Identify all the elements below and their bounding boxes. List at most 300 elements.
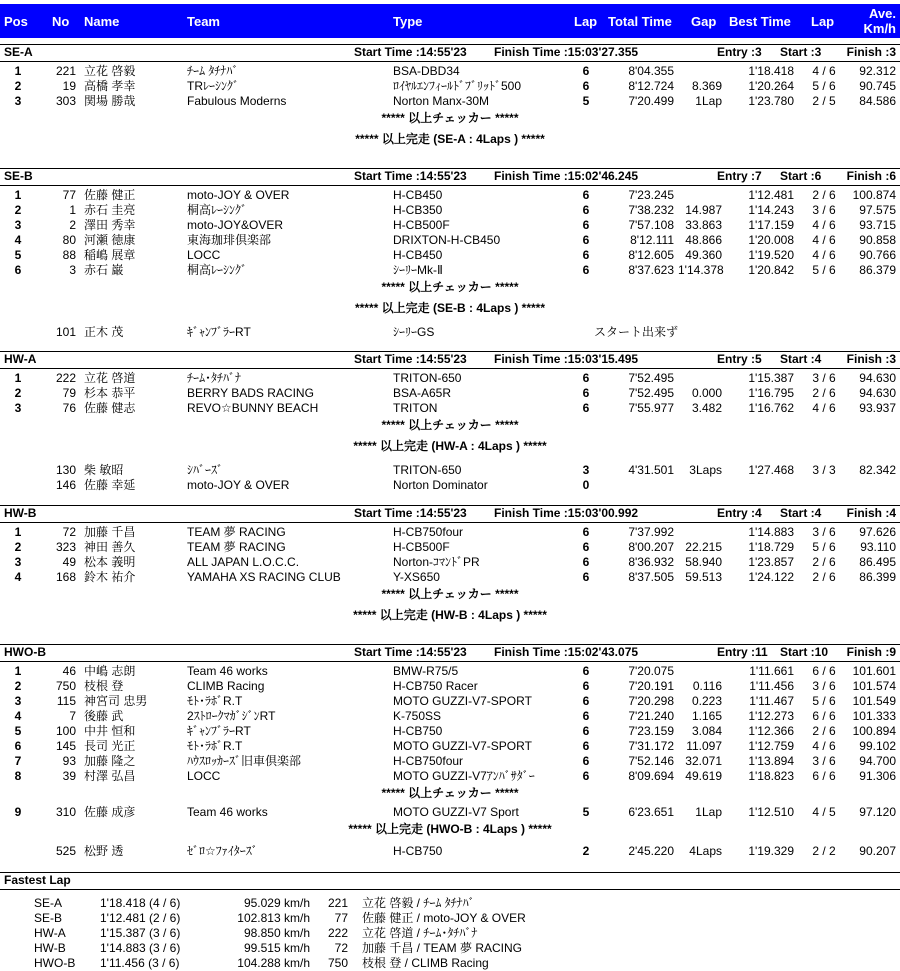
gap-cell: 48.866 [685, 233, 722, 247]
total-time-cell: 7'20.075 [628, 664, 674, 678]
gap-cell: 1'14.378 [678, 263, 724, 277]
best-lap-cell: 2 / 6 [812, 570, 836, 584]
type-cell: Norton Manx-30M [393, 94, 490, 108]
name-cell: 佐藤 幸延 [84, 478, 136, 492]
pos-cell: 6 [14, 739, 22, 753]
no-cell: 221 [55, 64, 76, 78]
lap-time-cell: 1'15.387 (3 / 6) [100, 926, 181, 940]
name-cell: 松本 義明 [84, 555, 136, 569]
lap-cell: 6 [582, 664, 590, 678]
status-line: ***** 以上チェッカー ***** [381, 111, 519, 125]
total-time-cell: 7'52.146 [628, 754, 674, 768]
ave-speed-cell: 90.858 [859, 233, 896, 247]
table-row [0, 371, 900, 386]
name-cell: 村澤 弘昌 [84, 769, 136, 783]
finish-time: Finish Time :15:03'00.992 [494, 506, 639, 520]
no-cell: 222 [327, 926, 348, 940]
table-row [0, 540, 900, 555]
pos-cell: 1 [14, 664, 22, 678]
best-lap-cell: 6 / 6 [812, 769, 836, 783]
no-cell: 750 [327, 956, 348, 970]
no-cell: 100 [55, 724, 76, 738]
team-cell: ｾﾞﾛ☆ﾌｧｲﾀｰｽﾞ [187, 844, 258, 858]
no-cell: 130 [55, 463, 76, 477]
team-cell: 桐高ﾚｰｼﾝｸﾞ [187, 263, 248, 277]
name-cell: 長司 光正 [84, 739, 136, 753]
col-ave-1: Ave. [869, 6, 896, 21]
best-time-cell: 1'14.883 [748, 525, 794, 539]
no-cell: 146 [55, 478, 76, 492]
table-row [0, 233, 900, 248]
type-cell: BSA-DBD34 [393, 64, 460, 78]
pos-cell: 3 [14, 401, 22, 415]
type-cell: TRITON-650 [393, 371, 462, 385]
best-time-cell: 1'12.366 [748, 724, 794, 738]
best-time-cell: 1'12.481 [748, 188, 794, 202]
pos-cell: 8 [14, 769, 22, 783]
start-count: Start :3 [780, 45, 822, 59]
table-row [0, 218, 900, 233]
ave-speed-cell: 101.333 [852, 709, 896, 723]
pos-cell: 5 [14, 248, 22, 262]
lap-cell: 6 [582, 64, 590, 78]
total-time-cell: 7'21.240 [628, 709, 674, 723]
best-lap-cell: 3 / 6 [812, 371, 836, 385]
pos-cell: 3 [14, 555, 22, 569]
team-cell: ﾁｰﾑ ﾀﾁﾅﾊﾞ [187, 64, 239, 78]
start-count: Start :6 [780, 169, 822, 183]
type-cell: Y-XS650 [393, 570, 440, 584]
name-cell: 鈴木 祐介 [84, 570, 136, 584]
ave-speed-cell: 100.874 [852, 188, 896, 202]
total-time-cell: 8'12.724 [628, 79, 674, 93]
gap-cell: 58.940 [685, 555, 722, 569]
finish-count: Finish :4 [846, 506, 896, 520]
ave-speed-cell: 94.700 [859, 754, 896, 768]
total-time-cell: 8'37.505 [628, 570, 674, 584]
type-cell: H-CB450 [393, 248, 443, 262]
no-cell: 77 [62, 188, 76, 202]
pos-cell: 6 [14, 263, 22, 277]
team-cell: TRﾚｰｼﾝｸﾞ [187, 79, 239, 93]
no-cell: 77 [334, 911, 348, 925]
table-row [0, 94, 900, 109]
team-cell: ﾓﾄ･ﾗﾎﾞR.T [187, 694, 243, 708]
class-name: HW-A [4, 352, 37, 366]
best-lap-cell: 4 / 6 [812, 248, 836, 262]
pos-cell: 1 [14, 188, 22, 202]
total-time-cell: 2'45.220 [628, 844, 674, 858]
gap-cell: 3.482 [691, 401, 722, 415]
lap-cell: 3 [582, 463, 590, 477]
start-count: Start :4 [780, 352, 822, 366]
best-lap-cell: 2 / 6 [812, 555, 836, 569]
start-count: Start :10 [780, 645, 829, 659]
lap-cell: 5 [582, 94, 590, 108]
no-cell: 1 [69, 203, 76, 217]
name-cell: 神田 善久 [84, 540, 136, 554]
col-best: Best Time [729, 14, 791, 29]
no-cell: 72 [62, 525, 76, 539]
rider-cell: 枝根 登 / CLIMB Racing [362, 956, 489, 970]
best-time-cell: 1'18.823 [748, 769, 794, 783]
table-row [0, 203, 900, 218]
status-line: ***** 以上チェッカー ***** [381, 280, 519, 294]
best-lap-cell: 4 / 6 [812, 401, 836, 415]
name-cell: 赤石 圭亮 [84, 203, 136, 217]
name-cell: 加藤 千昌 [84, 525, 136, 539]
table-row [0, 79, 900, 94]
speed-cell: 102.813 km/h [237, 911, 310, 925]
team-cell: TEAM 夢 RACING [187, 525, 286, 539]
no-cell: 525 [55, 844, 76, 858]
total-time-cell: 7'20.499 [628, 94, 674, 108]
ave-speed-cell: 86.495 [859, 555, 896, 569]
col-no: No [52, 14, 70, 29]
team-cell: ｷﾞｬﾝﾌﾞﾗｰRT [187, 724, 251, 738]
name-cell: 加藤 隆之 [84, 754, 136, 768]
no-cell: 750 [55, 679, 76, 693]
total-time-cell: 7'37.992 [628, 525, 674, 539]
lap-cell: 6 [582, 401, 590, 415]
table-row [0, 679, 900, 694]
total-time-cell: 6'23.651 [628, 805, 674, 819]
team-cell: 桐高ﾚｰｼﾝｸﾞ [187, 203, 248, 217]
type-cell: TRITON [393, 401, 438, 415]
best-time-cell: 1'16.795 [748, 386, 794, 400]
ave-speed-cell: 97.626 [859, 525, 896, 539]
no-cell: 221 [327, 896, 348, 910]
lap-cell: 6 [582, 263, 590, 277]
team-cell: moto-JOY & OVER [187, 478, 290, 492]
best-time-cell: 1'19.520 [748, 248, 794, 262]
team-cell: ﾊｳｽﾛｯｶｰｽﾞ旧車倶楽部 [187, 754, 302, 768]
type-cell: H-CB750 [393, 844, 443, 858]
best-lap-cell: 3 / 6 [812, 203, 836, 217]
lap-time-cell: 1'11.456 (3 / 6) [100, 956, 180, 970]
name-cell: 関場 勝哉 [84, 94, 136, 108]
finish-time: Finish Time :15:02'46.245 [494, 169, 639, 183]
lap-time-cell: 1'14.883 (3 / 6) [100, 941, 181, 955]
pos-cell: 2 [14, 386, 22, 400]
table-row [0, 188, 900, 203]
table-row [0, 754, 900, 769]
name-cell: 中嶋 志朗 [84, 664, 136, 678]
col-total: Total Time [608, 14, 672, 29]
best-time-cell: 1'16.762 [748, 401, 794, 415]
ave-speed-cell: 93.937 [859, 401, 896, 415]
class-cell: SE-B [34, 911, 63, 925]
ave-speed-cell: 97.575 [859, 203, 896, 217]
col-type: Type [393, 14, 423, 29]
total-time-cell: 7'38.232 [628, 203, 674, 217]
status-line: ***** 以上チェッカー ***** [381, 587, 519, 601]
name-cell: 後藤 武 [84, 709, 124, 723]
total-time-cell: 7'23.245 [628, 188, 674, 202]
team-cell: YAMAHA XS RACING CLUB [187, 570, 341, 584]
team-cell: Fabulous Moderns [187, 94, 287, 108]
best-time-cell: 1'12.273 [748, 709, 794, 723]
type-cell: H-CB750four [393, 525, 464, 539]
best-time-cell: 1'20.264 [748, 79, 794, 93]
name-cell: 松野 透 [84, 844, 124, 858]
gap-cell: 14.987 [685, 203, 722, 217]
type-cell: Norton-ｺﾏﾝﾄﾞPR [393, 555, 480, 569]
team-cell: LOCC [187, 248, 221, 262]
gap-cell: 11.097 [686, 739, 722, 753]
table-row [0, 555, 900, 570]
ave-speed-cell: 93.715 [859, 218, 896, 232]
team-cell: TEAM 夢 RACING [187, 540, 286, 554]
status-line: ***** 以上チェッカー ***** [381, 786, 519, 800]
pos-cell: 2 [14, 540, 22, 554]
no-cell: 323 [55, 540, 76, 554]
no-cell: 39 [62, 769, 76, 783]
gap-cell: 3.084 [691, 724, 722, 738]
best-time-cell: 1'13.894 [748, 754, 794, 768]
class-name: HW-B [4, 506, 37, 520]
team-cell: BERRY BADS RACING [187, 386, 314, 400]
no-cell: 93 [62, 754, 76, 768]
team-cell: ｷﾞｬﾝﾌﾞﾗｰRT [187, 325, 251, 339]
table-row [0, 709, 900, 724]
best-time-cell: 1'14.243 [748, 203, 794, 217]
pos-cell: 3 [14, 94, 22, 108]
no-cell: 101 [55, 325, 76, 339]
pos-cell: 2 [14, 679, 22, 693]
finish-count: Finish :3 [846, 45, 896, 59]
no-cell: 72 [334, 941, 348, 955]
type-cell: BSA-A65R [393, 386, 452, 400]
col-team: Team [187, 14, 220, 29]
team-cell: 東海珈琲倶楽部 [187, 233, 272, 247]
pos-cell: 4 [14, 233, 22, 247]
status-line: ***** 以上チェッカー ***** [381, 418, 519, 432]
ave-speed-cell: 90.207 [859, 844, 896, 858]
type-cell: BMW-R75/5 [393, 664, 459, 678]
team-cell: moto-JOY&OVER [187, 218, 284, 232]
best-lap-cell: 2 / 6 [812, 724, 836, 738]
class-name: SE-A [4, 45, 33, 59]
ave-speed-cell: 82.342 [859, 463, 896, 477]
finish-count: Finish :6 [846, 169, 896, 183]
name-cell: 澤田 秀幸 [84, 218, 136, 232]
best-time-cell: 1'20.008 [748, 233, 794, 247]
fastest-lap-row [0, 926, 900, 941]
lap-cell: 2 [582, 844, 590, 858]
finish-time: Finish Time :15:02'43.075 [494, 645, 639, 659]
start-count: Start :4 [780, 506, 822, 520]
finish-count: Finish :9 [846, 645, 896, 659]
name-cell: 柴 敏昭 [84, 463, 124, 477]
type-cell: Norton Dominator [393, 478, 488, 492]
fastest-lap-row [0, 941, 900, 956]
team-cell: 2ｽﾄﾛｰｸﾏｶﾞｼﾞﾝRT [187, 709, 276, 723]
ave-speed-cell: 94.630 [859, 386, 896, 400]
best-lap-cell: 4 / 6 [812, 739, 836, 753]
fastest-lap-title: Fastest Lap [0, 872, 900, 890]
pos-cell: 4 [14, 570, 22, 584]
note-cell: スタート出来ず [594, 325, 679, 339]
col-pos: Pos [4, 14, 28, 29]
table-row [0, 724, 900, 739]
total-time-cell: 8'36.932 [628, 555, 674, 569]
finish-time: Finish Time :15:03'27.355 [494, 45, 639, 59]
lap-cell: 6 [582, 188, 590, 202]
best-lap-cell: 5 / 6 [812, 79, 836, 93]
col-bestlap: Lap [811, 14, 835, 29]
total-time-cell: 7'55.977 [628, 401, 674, 415]
ave-speed-cell: 97.120 [859, 805, 896, 819]
section-header [0, 644, 900, 662]
team-cell: REVO☆BUNNY BEACH [187, 401, 319, 415]
ave-speed-cell: 92.312 [859, 64, 896, 78]
section-header [0, 351, 900, 369]
team-cell: Team 46 works [187, 805, 268, 819]
gap-cell: 8.369 [691, 79, 722, 93]
table-row [0, 386, 900, 401]
start-time: Start Time :14:55'23 [354, 169, 467, 183]
no-cell: 79 [62, 386, 76, 400]
name-cell: 正木 茂 [84, 325, 124, 339]
type-cell: TRITON-650 [393, 463, 462, 477]
start-time: Start Time :14:55'23 [354, 45, 467, 59]
no-cell: 3 [69, 263, 76, 277]
name-cell: 赤石 巌 [84, 263, 124, 277]
total-time-cell: 7'52.495 [628, 386, 674, 400]
no-cell: 222 [55, 371, 76, 385]
total-time-cell: 7'52.495 [628, 371, 674, 385]
lap-cell: 6 [582, 248, 590, 262]
type-cell: K-750SS [393, 709, 442, 723]
type-cell: ｼｰﾘｰGS [393, 325, 435, 339]
total-time-cell: 8'12.605 [628, 248, 674, 262]
gap-cell: 49.619 [685, 769, 722, 783]
best-lap-cell: 2 / 2 [812, 844, 836, 858]
best-lap-cell: 3 / 6 [812, 525, 836, 539]
start-time: Start Time :14:55'23 [354, 506, 467, 520]
gap-cell: 0.116 [692, 679, 722, 693]
status-line: ***** 以上完走 (HW-A : 4Laps ) ***** [353, 439, 547, 453]
team-cell: ﾁｰﾑ･ﾀﾁﾊﾞﾅ [187, 371, 242, 385]
table-row [0, 769, 900, 784]
no-cell: 80 [62, 233, 76, 247]
ave-speed-cell: 100.894 [852, 724, 896, 738]
type-cell: H-CB750 [393, 724, 443, 738]
fastest-lap-row [0, 911, 900, 926]
lap-cell: 6 [582, 233, 590, 247]
gap-cell: 59.513 [685, 570, 722, 584]
start-time: Start Time :14:55'23 [354, 645, 467, 659]
best-lap-cell: 6 / 6 [812, 664, 836, 678]
table-row [0, 263, 900, 278]
total-time-cell: 7'20.191 [628, 679, 674, 693]
class-cell: HW-A [34, 926, 66, 940]
table-row [0, 401, 900, 416]
total-time-cell: 4'31.501 [628, 463, 674, 477]
name-cell: 立花 啓毅 [84, 64, 136, 78]
ave-speed-cell: 91.306 [859, 769, 896, 783]
best-time-cell: 1'11.661 [749, 664, 794, 678]
table-row [0, 463, 900, 478]
best-lap-cell: 3 / 6 [812, 754, 836, 768]
entry-count: Entry :3 [717, 45, 762, 59]
col-ave-2: Km/h [863, 21, 896, 36]
ave-speed-cell: 94.630 [859, 371, 896, 385]
best-time-cell: 1'18.729 [748, 540, 794, 554]
lap-cell: 6 [582, 218, 590, 232]
status-line: ***** 以上完走 (HW-B : 4Laps ) ***** [353, 608, 547, 622]
status-line: ***** 以上完走 (SE-B : 4Laps ) ***** [354, 301, 546, 315]
no-cell: 76 [62, 401, 76, 415]
lap-cell: 6 [582, 739, 590, 753]
pos-cell: 1 [14, 525, 22, 539]
lap-cell: 6 [582, 555, 590, 569]
name-cell: 枝根 登 [84, 679, 124, 693]
best-lap-cell: 6 / 6 [812, 709, 836, 723]
total-time-cell: 8'37.623 [628, 263, 674, 277]
type-cell: DRIXTON-H-CB450 [393, 233, 501, 247]
ave-speed-cell: 86.379 [859, 263, 896, 277]
best-lap-cell: 5 / 6 [812, 263, 836, 277]
type-cell: MOTO GUZZI-V7-SPORT [393, 739, 532, 753]
class-cell: SE-A [34, 896, 63, 910]
ave-speed-cell: 101.601 [852, 664, 896, 678]
status-line: ***** 以上完走 (SE-A : 4Laps ) ***** [355, 132, 545, 146]
lap-cell: 6 [582, 386, 590, 400]
lap-cell: 6 [582, 724, 590, 738]
no-cell: 168 [55, 570, 76, 584]
ave-speed-cell: 90.745 [859, 79, 896, 93]
team-cell: ALL JAPAN L.O.C.C. [187, 555, 300, 569]
lap-cell: 6 [582, 540, 590, 554]
rider-cell: 佐藤 健正 / moto-JOY & OVER [362, 911, 526, 925]
type-cell: ｼｰﾘｰMk-Ⅱ [393, 263, 443, 277]
best-lap-cell: 3 / 3 [812, 463, 836, 477]
total-time-cell: 8'00.207 [628, 540, 674, 554]
type-cell: H-CB350 [393, 203, 443, 217]
section-header [0, 505, 900, 523]
speed-cell: 98.850 km/h [243, 926, 310, 940]
no-cell: 310 [55, 805, 76, 819]
lap-cell: 6 [582, 79, 590, 93]
pos-cell: 5 [14, 724, 22, 738]
gap-cell: 3Laps [689, 463, 722, 477]
type-cell: MOTO GUZZI-V7-SPORT [393, 694, 532, 708]
name-cell: 杉本 恭平 [84, 386, 136, 400]
ave-speed-cell: 86.399 [859, 570, 896, 584]
table-row [0, 570, 900, 585]
no-cell: 19 [62, 79, 76, 93]
name-cell: 佐藤 健正 [84, 188, 136, 202]
best-lap-cell: 4 / 6 [812, 218, 836, 232]
finish-count: Finish :3 [846, 352, 896, 366]
no-cell: 115 [56, 694, 76, 708]
lap-cell: 6 [582, 694, 590, 708]
results-header [0, 4, 900, 38]
class-cell: HW-B [34, 941, 66, 955]
name-cell: 稲嶋 展章 [84, 248, 136, 262]
best-time-cell: 1'24.122 [748, 570, 794, 584]
table-row [0, 525, 900, 540]
entry-count: Entry :5 [717, 352, 762, 366]
pos-cell: 9 [14, 805, 22, 819]
total-time-cell: 8'04.355 [628, 64, 674, 78]
col-ave [864, 6, 897, 36]
pos-cell: 2 [14, 79, 22, 93]
no-cell: 303 [55, 94, 76, 108]
entry-count: Entry :11 [717, 645, 768, 659]
